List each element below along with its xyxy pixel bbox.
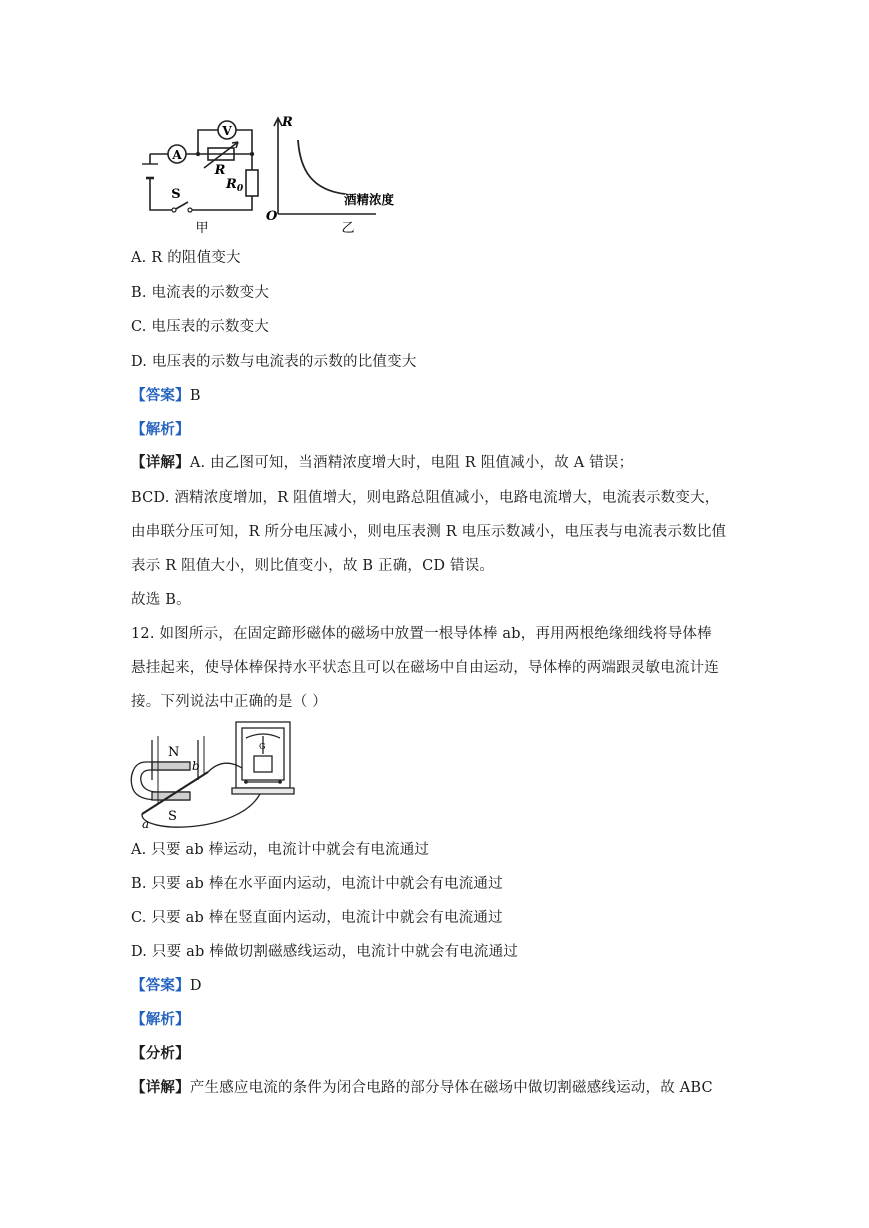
q12-fenxi <box>131 1044 190 1064</box>
q11-answer <box>131 386 201 406</box>
voltmeter-label: V <box>222 124 232 138</box>
q11-option-a: A. R 的阻值变大 <box>131 250 241 266</box>
q12-option-a: A. 只要 ab 棒运动，电流计中就会有电流通过 <box>131 842 430 858</box>
answer-value: B <box>189 388 201 404</box>
graph-origin-label: O <box>266 209 278 224</box>
answer-tag: 【答案】 <box>131 977 190 994</box>
q12-stem-1: 12. 如图所示，在固定蹄形磁体的磁场中放置一根导体棒 ab，再用两根绝缘细线将导体棒 <box>131 626 712 642</box>
end-a-label: a <box>142 817 150 831</box>
circuit-and-graph-figure <box>140 114 430 236</box>
q12-detail: 【详解】产生感应电流的条件为闭合电路的部分导体在磁场中做切割磁感线运动，故 ABC <box>131 1079 713 1096</box>
answer-tag: 【答案】 <box>131 387 190 404</box>
north-pole-label: N <box>168 745 180 760</box>
q12-analysis <box>131 1010 190 1030</box>
graph-x-axis-label: 酒精浓度 <box>344 192 395 207</box>
q11-conclusion: 故选 B。 <box>131 592 191 608</box>
q11-detail-2: BCD. 酒精浓度增加，R 阻值增大，则电路总阻值减小，电路电流增大，电流表示数变大， <box>131 490 720 506</box>
end-b-label: b <box>192 759 200 773</box>
answer-value: D <box>189 978 202 994</box>
q12-answer <box>131 976 202 996</box>
detail-tag: 【详解】 <box>131 1079 190 1096</box>
q12-stem-2: 悬挂起来，使导体棒保持水平状态且可以在磁场中自由运动，导体棒的两端跟灵敏电流计连 <box>131 660 719 676</box>
q11-option-d: D. 电压表的示数与电流表的示数的比值变大 <box>131 354 417 370</box>
q11-analysis <box>131 420 190 440</box>
fenxi-tag: 【分析】 <box>131 1045 190 1062</box>
analysis-tag: 【解析】 <box>131 1011 190 1028</box>
q12-stem-3: 接。下列说法中正确的是（ ） <box>131 694 327 710</box>
q12-option-d: D. 只要 ab 棒做切割磁感线运动，电流计中就会有电流通过 <box>131 944 518 960</box>
galvanometer-label: G <box>259 742 266 751</box>
q12-option-b: B. 只要 ab 棒在水平面内运动，电流计中就会有电流通过 <box>131 876 503 892</box>
switch-label: S <box>171 187 181 202</box>
q11-detail-4: 表示 R 阻值大小，则比值变小，故 B 正确，CD 错误。 <box>131 558 495 574</box>
q11-option-b: B. 电流表的示数变大 <box>131 285 270 301</box>
graph-caption: 乙 <box>341 221 355 236</box>
circuit-caption: 甲 <box>195 221 209 236</box>
resistor-r-label: R <box>214 163 226 178</box>
q11-detail-1: 【详解】A. 由乙图可知，当酒精浓度增大时，电阻 R 阻值减小，故 A 错误； <box>131 454 634 471</box>
analysis-tag: 【解析】 <box>131 421 190 438</box>
detail-tag: 【详解】 <box>131 454 190 471</box>
q11-detail-3: 由串联分压可知，R 所分电压减小，则电压表测 R 电压示数减小，电压表与电流表示数比值 <box>131 524 727 540</box>
graph-y-axis-label: R <box>282 115 293 130</box>
south-pole-label: S <box>168 809 177 824</box>
resistor-r0-label: $R_0$ <box>226 177 244 194</box>
q12-option-c: C. 只要 ab 棒在竖直面内运动，电流计中就会有电流通过 <box>131 910 503 926</box>
ammeter-label: A <box>172 148 182 162</box>
magnet-galvanometer-figure <box>128 716 300 832</box>
q11-option-c: C. 电压表的示数变大 <box>131 319 269 335</box>
